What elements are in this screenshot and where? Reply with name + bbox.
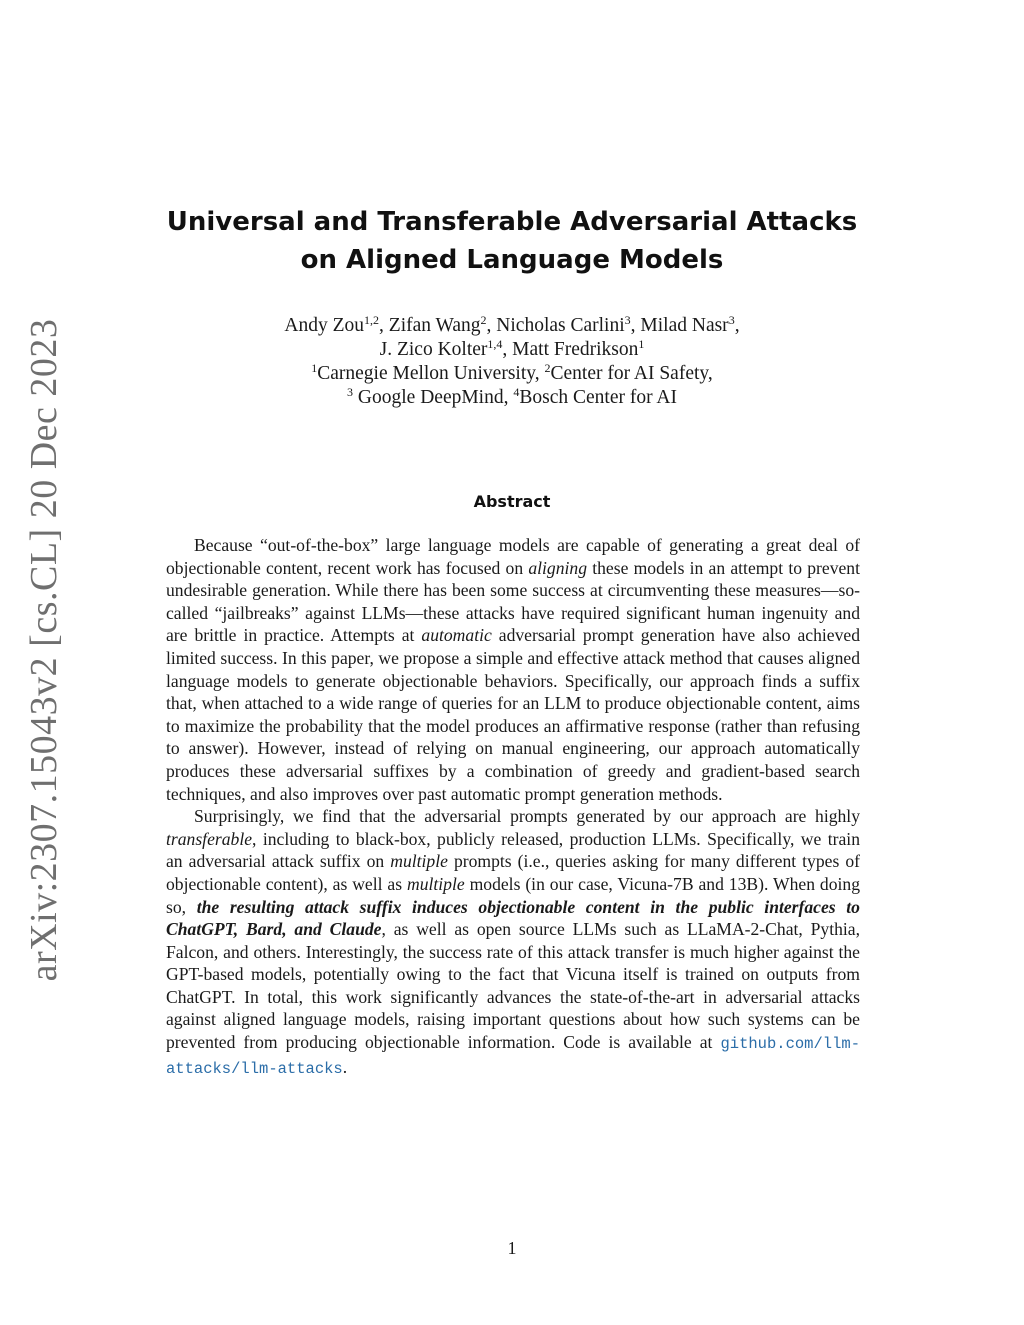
author-affiliation-mark: 2 — [480, 313, 487, 327]
abstract-text: Because “out-of-the-box” large language models are capable of generating a great deal of objectionable content, recent work has focused on — [166, 535, 860, 578]
abstract-text: adversarial prompt generation have also achieved limited success. In this paper, we propose a simple and effective attack method that causes aligned language models to generate objectionable behaviors. Specifically, our approach finds a suffix that, when attached to a wide range of queries for an LLM to produce objectionable content, aims to maximize the probability that the model produces an affirmative response (rather than refusing to answer). However, instead of relying on manual engineering, our approach automatically produces these adversarial suffixes by a combination of greedy and gradient-based search techniques, and also improves over past automatic prompt generation methods. — [166, 625, 861, 804]
author-name: Milad Nasr — [640, 315, 729, 336]
affiliation-name: Bosch Center for AI — [519, 387, 677, 408]
abstract-text: , as well as open source LLMs such as LLaMA-2-Chat, Pythia, Falcon, and others. Interestingly, the success rate of this attack transfer is much higher against the GPT-based models, potentially owing to the fact that Vicuna itself is trained on outputs from ChatGPT. In total, this work significantly advances the state-of-the-art in adversarial attacks against aligned language models, raising important questions about how such systems can be prevented from producing objectionable information. Code is available at — [166, 919, 860, 1053]
emphasis-text: multiple — [407, 873, 465, 894]
affiliation-line-2: $^3$ Google DeepMind, $^4$Bosch Center for AI — [347, 385, 677, 408]
bold-emphasis-text: the resulting attack suffix induces objectionable content in the public interfaces to ChatGPT, Bard, and Claude — [166, 896, 860, 940]
abstract-text: these models in an attempt to prevent undesirable generation. While there has been some success at circumventing these measures—so-called “jailbreaks” against LLMs—these attacks have required significant human ingenuity and are brittle in practice. Attempts at — [166, 557, 860, 646]
abstract-paragraph-2 — [166, 805, 860, 1080]
affiliation-name: Google DeepMind — [357, 387, 504, 408]
author-name: Matt Fredrikson — [512, 339, 639, 360]
paper-title — [0, 203, 1024, 279]
emphasis-text: transferable — [166, 828, 253, 849]
affiliation-line-1: $^1$Carnegie Mellon University, $^2$Center for AI Safety, — [311, 361, 713, 384]
author-affiliation-mark: 3 — [624, 313, 631, 327]
title-line-2: on Aligned Language Models — [300, 245, 724, 275]
author-name: Andy Zou — [284, 315, 365, 336]
author-affiliation-mark: 1,2 — [364, 313, 380, 327]
title-line-1: Universal and Transferable Adversarial Attacks — [166, 207, 858, 237]
affiliation-name: Center for AI Safety — [550, 363, 708, 384]
affiliation-mark: 1 — [311, 361, 318, 375]
author-name: Zifan Wang — [388, 315, 481, 336]
abstract-heading: Abstract — [473, 492, 551, 511]
affiliation-name: Carnegie Mellon University — [317, 363, 535, 384]
emphasis-text: automatic — [421, 625, 492, 646]
author-line-2: J. Zico Kolter$^{1,4}$, Matt Fredrikson$^1$ — [379, 337, 645, 360]
code-repository-link[interactable]: github.com/llm-attacks/llm-attacks — [166, 1035, 860, 1078]
author-affiliation-mark: 3 — [728, 313, 735, 327]
author-affiliation-mark: 1 — [638, 337, 645, 351]
abstract-text: , including to black-box, publicly released, production LLMs. Specifically, we train an adversarial attack suffix on — [166, 828, 860, 872]
affiliation-mark: 3 — [347, 385, 354, 399]
author-affiliation-mark: 1,4 — [487, 337, 503, 351]
abstract-text: prompts (i.e., queries asking for many different types of objectionable content), as well as — [166, 851, 860, 894]
abstract-text: . — [342, 1056, 348, 1077]
page-number: 1 — [507, 1238, 517, 1258]
affiliation-mark: 4 — [513, 385, 520, 399]
author-name: J. Zico Kolter — [379, 339, 488, 360]
abstract-text: models (in our case, Vicuna-7B and 13B). When doing so, — [166, 873, 860, 917]
author-name: Nicholas Carlini — [496, 315, 625, 336]
abstract-text: Surprisingly, we find that the adversarial prompts generated by our approach are highly — [194, 806, 860, 827]
affiliation-mark: 2 — [544, 361, 551, 375]
author-block — [0, 314, 1024, 410]
author-line-1: Andy Zou$^{1,2}$, Zifan Wang$^2$, Nicholas Carlini$^3$, Milad Nasr$^3$, — [284, 313, 740, 336]
abstract-body — [166, 534, 860, 1080]
arxiv-identifier: arXiv:2307.15043v2 [cs.CL] 20 Dec 2023 — [23, 318, 65, 982]
abstract-paragraph-1 — [166, 534, 860, 805]
emphasis-text: aligning — [528, 557, 588, 578]
emphasis-text: multiple — [390, 851, 448, 872]
